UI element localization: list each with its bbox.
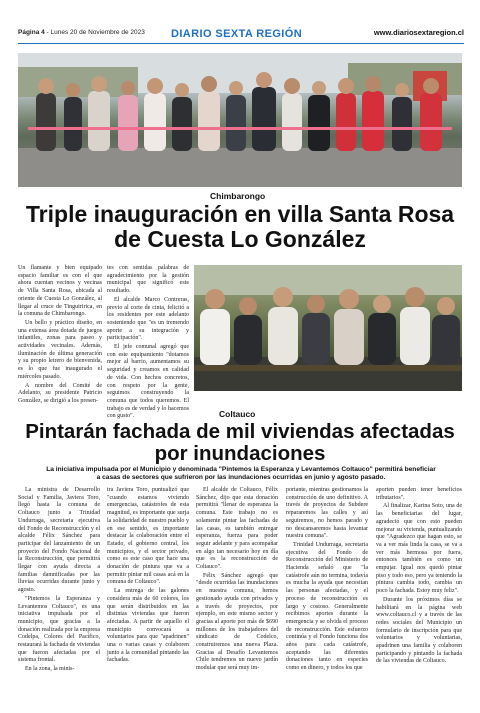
article2-paragraph: tra Javiera Toro, puntualizó que "cuando estamos viviendo emergencias, catástrofes de esta magnitud, es importante que surja la solidaridad de nuestro pueblo y en ese sentido, es importante destacar la colaboración entre el Estado, el gobierno central, los municipios, y el sector privado, como es este caso que hace una donación de pintura que va a permitir pintar mil casas acá en la comuna de Coltauco". xyxy=(107,487,189,586)
article2-deck: La iniciativa impulsada por el Municipio y denominada "Pintemos la Esperanza y Levantemos Coltauco" permitirá beneficiar a casas de sectores que sufrieron por las inundaciones ocurridas en junio y agosto pasado. xyxy=(46,466,436,482)
article1-paragraph: El alcalde Marco Contreras, previo al corte de cinta, felicitó a los residentes por este adelanto sosteniendo que "es un tremendo aporte a su integración y participación". xyxy=(107,296,189,342)
article1-paragraph: Un bello y práctico diseño, en una extensa área dotada de juegos infantiles, zonas para paseo y actividades vecinales. Además, iluminación de última generación y su propio letrero de bienvenida, es lo que fue inaugurado el miércoles pasado. xyxy=(18,319,102,380)
article2-paragraph: Trinidad Undurraga, secretaria ejecutiva del Fondo de Reconstrucción del Ministerio de Hacienda señaló que "la catástrofe aún no termina, todavía es mucha la ayuda que necesitan las personas afectadas, y el proceso de reconstrucción es largo y costoso. Generalmente recibimos aportes durante la emergencia y se olvida el proceso de reconstrucción. Este esfuerzo continúa y el Fondo funciona dos años para cada catástrofe, aceptando las diferentes donaciones tanto en especies como en dinero, y todos los que xyxy=(286,541,368,672)
header-divider xyxy=(18,43,464,44)
article1-headline: Triple inauguración en villa Santa Rosa de Cuesta Lo González xyxy=(25,201,455,252)
article1-paragraph: tes con sentidas palabras de agradecimiento por la gestión municipal que significó este resultado. xyxy=(107,265,189,295)
neighbors-illustration xyxy=(194,265,462,391)
ribbon-cutting-photo xyxy=(18,53,462,187)
article1-kicker: Chimbarongo xyxy=(210,191,266,201)
issue-date: Lunes 20 de Noviembre de 2023 xyxy=(50,29,145,36)
article2-paragraph: Durante los próximos días se habilitará en la página web www.coltauco.cl y a través de las redes sociales del Municipio un formulario de inscripción para que voluntarios y voluntarias, apadrinen una familia y colaboren participando y pintando la fachada de las viviendas de Coltauco. xyxy=(376,596,462,665)
article1-column-2 xyxy=(107,265,189,422)
article2-column-4 xyxy=(286,487,368,674)
ribbon-cutting-illustration xyxy=(18,53,462,187)
article2-paragraph: Al finalizar, Karina Soto, una de las beneficiarias del lugar, agradeció que con esto pueden mejorar su vivienda, puntualizando que "Agradezco que hagan esto, se va a ver más linda la casa, se va a ver más hermosa por fuera, entonces también es como un empujar. Igual nos quedó pintar piso y todo eso, pero ya teniendo la pintura cambia todo, cambia un poco la fachada. Estoy muy feliz". xyxy=(376,503,462,595)
article2-column-1 xyxy=(18,487,100,675)
article2-paragraph: El alcalde de Coltauco, Félix Sánchez, dijo que esta donación permitirá "llenar de esperanza la comuna. Este trabajo no es solamente pintar las fachadas de las casas, es también entregar esperanza, fuerza para poder seguir adelante y para acompañar en algo tan necesario hoy en día que es la reconstrucción de Coltauco". xyxy=(196,487,278,571)
masthead: DIARIO SEXTA REGIÓN xyxy=(171,28,303,40)
article2-column-3 xyxy=(196,487,278,674)
article2-headline: Pintarán fachada de mil viviendas afectadas por inundaciones xyxy=(25,420,455,466)
article1-paragraph: El jefe comunal agregó que con este equipamiento "dotamos mejor al barrio, aumentamos su seguridad y creamos en calidad de vida. Con hechos concretos, con respeto por la gente, seguimos construyendo la comuna que todos queremos. El trabajo es de verdad y lo hacemos con gusto". xyxy=(107,344,189,420)
article1-paragraph: Un flamante y bien equipado espacio familiar es con el que ahora cuentan vecinos y vecinas de Villa Santa Rosa, ubicada al oriente de Cuesta Lo González, al llegar al cruce de Tinguiririca, en la comuna de Chimbarongo. xyxy=(18,265,102,318)
article2-paragraph: "Pintemos la Esperanza y Levantemos Coltauco", es una iniciativa impulsada por el municipio, que gracias a la donación realizada por la empresa Codelpa, Colores del Pacífico, restaurará la fachada de viviendas que fueron afectadas por el sistema frontal. xyxy=(18,595,100,664)
article2-paragraph: La ministra de Desarrollo Social y Familia, Javiera Toro, llegó hasta la comuna de Coltauco junto a Trinidad Undurraga, secretaria ejecutiva del Fondo de Reconstrucción y el alcalde Félix Sánchez para participar del lanzamiento de un proyecto del Fondo Nacional de la Reconstrucción, que permitirá llegar con ayuda directa a familias damnificadas por las lluvias ocurridas durante junio y agosto. xyxy=(18,487,100,594)
article2-column-2 xyxy=(107,487,189,666)
page-number: Página 4 xyxy=(18,29,45,36)
article1-column-1 xyxy=(18,265,102,407)
page-date-line: Página 4 - Lunes 20 de Noviembre de 2023 xyxy=(18,29,145,36)
article2-paragraph: Félix Sánchez agregó que "desde ocurridas las inundaciones en nuestra comuna, hemos gestionado ayuda con privados y a través de proyectos, por ejemplo, en este mismo sector y gracias al aporte por más de $690 millones de los trabajadores del sindicato de Codelco, construiremos una nueva Plaza. Gracias al Desafío Levantemos Chile tendremos un nuevo jardín modular que será muy im- xyxy=(196,572,278,672)
article2-column-5 xyxy=(376,487,462,667)
neighbors-photo xyxy=(194,265,462,391)
page-header xyxy=(18,27,464,43)
article2-paragraph: aporten pueden tener beneficios tributarios". xyxy=(376,487,462,501)
article1-paragraph: A nombre del Comité de Adelanto, su presidente Patricio González, se dirigió a los presen- xyxy=(18,382,102,404)
article2-paragraph: En la zona, la minis- xyxy=(25,666,75,673)
article2-paragraph: La entrega de las galones considera más de 60 colores, los que serán distribuidos en las distintas viviendas que fueron afectadas. A partir de aquello el municipio convocará a voluntarios para que "apadrinen" una o varias casas y colaboren junto a la comunidad pintando las fachadas. xyxy=(107,588,189,664)
article2-kicker: Coltauco xyxy=(219,409,256,419)
website-link[interactable]: www.diariosextaregion.cl xyxy=(373,28,464,37)
article2-paragraph: portante, mientras gestionamos la construcción de uno definitivo. A través de proyectos de Subdere repararemos las calles y así seguiremos, no hemos parado y no descansaremos hasta levantar nuestra comuna". xyxy=(286,487,368,540)
